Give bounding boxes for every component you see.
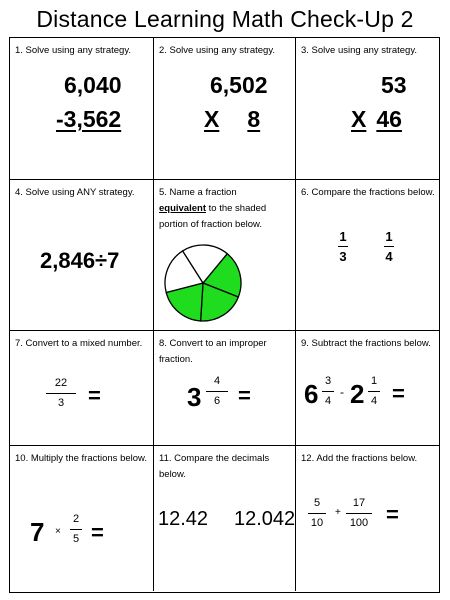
problem-8 bbox=[154, 331, 296, 446]
decimal-a: 12.42 bbox=[158, 508, 209, 530]
equals-sign: = bbox=[91, 520, 104, 545]
mixed-number-whole: 6 bbox=[304, 379, 319, 409]
problem-5-prompt bbox=[159, 185, 291, 233]
decimal-b: 12.042 bbox=[234, 508, 296, 530]
problem-2-prompt: 2. Solve using any strategy. bbox=[159, 45, 275, 56]
fraction-numerator: 1 bbox=[339, 229, 347, 244]
problem-12-prompt: 12. Add the fractions below. bbox=[301, 453, 418, 464]
minus-sign: - bbox=[340, 385, 344, 399]
problem-1-top-number: 6,040 bbox=[64, 72, 122, 98]
fraction-bar bbox=[46, 393, 76, 394]
fraction-denominator: 3 bbox=[57, 397, 65, 409]
problem-5-prompt-end: to the shaded portion of fraction below. bbox=[159, 203, 267, 230]
problem-2-operator: X bbox=[204, 106, 220, 132]
problem-9-fraction-1 bbox=[322, 375, 334, 408]
equals-sign: = bbox=[386, 502, 399, 527]
fraction-bar bbox=[384, 246, 394, 247]
problem-6-prompt: 6. Compare the fractions below. bbox=[301, 187, 435, 198]
problem-3-bottom-number: 46 bbox=[376, 106, 402, 132]
fraction-bar bbox=[70, 529, 82, 530]
fraction-numerator: 17 bbox=[352, 497, 366, 509]
problem-12-fraction-1 bbox=[308, 497, 326, 530]
problem-6-fraction-2 bbox=[384, 230, 394, 263]
fraction-numerator: 4 bbox=[213, 375, 221, 387]
problem-9-prompt: 9. Subtract the fractions below. bbox=[301, 338, 431, 349]
equals-sign: = bbox=[88, 383, 101, 408]
problem-11 bbox=[154, 446, 296, 591]
problem-12-fraction-2 bbox=[346, 497, 372, 530]
problem-3-operator: X bbox=[351, 106, 367, 132]
problem-5-prompt-start: 5. Name a fraction bbox=[159, 187, 237, 198]
whole-number: 7 bbox=[30, 517, 45, 547]
problem-11-prompt: 11. Compare the decimals below. bbox=[159, 453, 270, 480]
fraction-denominator: 5 bbox=[72, 533, 80, 545]
equals-sign: = bbox=[238, 383, 251, 408]
problem-6 bbox=[296, 180, 439, 331]
fraction-bar bbox=[346, 513, 372, 514]
problem-10-fraction bbox=[70, 513, 82, 546]
problem-6-fraction-1 bbox=[338, 230, 348, 263]
fraction-pie-chart bbox=[163, 243, 243, 323]
fraction-numerator: 1 bbox=[370, 375, 378, 387]
fraction-bar bbox=[322, 391, 334, 392]
fraction-denominator: 4 bbox=[324, 395, 332, 407]
times-sign: × bbox=[55, 526, 61, 537]
page-title: Distance Learning Math Check-Up 2 bbox=[36, 6, 414, 32]
problem-4-expression: 2,846÷7 bbox=[40, 248, 120, 273]
worksheet-grid bbox=[9, 37, 440, 593]
mixed-number-whole: 2 bbox=[350, 379, 365, 409]
fraction-numerator: 5 bbox=[313, 497, 321, 509]
problem-9-fraction-2 bbox=[368, 375, 380, 408]
problem-5-prompt-underlined: equivalent bbox=[159, 203, 206, 214]
fraction-denominator: 10 bbox=[310, 517, 324, 529]
problem-3-top-number: 53 bbox=[381, 72, 407, 98]
problem-9 bbox=[296, 331, 439, 446]
problem-3 bbox=[296, 38, 439, 180]
problem-2-top-number: 6,502 bbox=[210, 72, 268, 98]
fraction-numerator: 3 bbox=[324, 375, 332, 387]
problem-1-bottom-number: -3,562 bbox=[56, 106, 122, 132]
problem-12 bbox=[296, 446, 439, 591]
problem-10-prompt: 10. Multiply the fractions below. bbox=[15, 453, 148, 464]
problem-2-bottom-number: 8 bbox=[247, 106, 261, 132]
problem-1 bbox=[10, 38, 154, 180]
fraction-numerator: 1 bbox=[385, 229, 393, 244]
fraction-denominator: 100 bbox=[349, 517, 369, 529]
problem-1-prompt: 1. Solve using any strategy. bbox=[15, 45, 131, 56]
problem-4 bbox=[10, 180, 154, 331]
problem-8-fraction bbox=[206, 375, 228, 408]
problem-3-bottom-line bbox=[351, 106, 402, 133]
fraction-bar bbox=[206, 391, 228, 392]
problem-2-bottom-line bbox=[204, 106, 264, 133]
problem-7-fraction bbox=[46, 377, 76, 410]
fraction-numerator: 2 bbox=[72, 513, 80, 525]
problem-8-prompt: 8. Convert to an improper fraction. bbox=[159, 338, 267, 365]
problem-3-prompt: 3. Solve using any strategy. bbox=[301, 45, 417, 56]
problem-7-prompt: 7. Convert to a mixed number. bbox=[15, 338, 143, 349]
problem-7 bbox=[10, 331, 154, 446]
fraction-numerator: 22 bbox=[54, 377, 68, 389]
fraction-denominator: 4 bbox=[370, 395, 378, 407]
problem-5 bbox=[154, 180, 296, 331]
fraction-denominator: 6 bbox=[213, 395, 221, 407]
fraction-denominator: 4 bbox=[385, 249, 393, 264]
mixed-number-whole: 3 bbox=[187, 382, 202, 412]
fraction-bar bbox=[308, 513, 326, 514]
fraction-bar bbox=[338, 246, 348, 247]
problem-2 bbox=[154, 38, 296, 180]
equals-sign: = bbox=[392, 381, 405, 406]
problem-4-prompt: 4. Solve using ANY strategy. bbox=[15, 187, 135, 198]
plus-sign: + bbox=[335, 507, 341, 518]
problem-10 bbox=[10, 446, 154, 591]
fraction-denominator: 3 bbox=[339, 249, 347, 264]
fraction-bar bbox=[368, 391, 380, 392]
